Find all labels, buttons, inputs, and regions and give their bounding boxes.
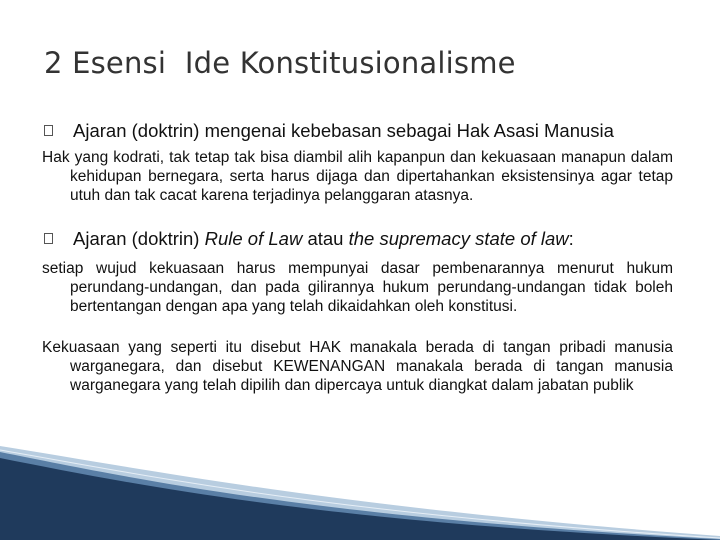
square-bullet-icon: [44, 233, 53, 244]
bullet-item-2: [44, 228, 574, 250]
rule-of-law-term: Rule of Law: [204, 228, 303, 249]
bullet-2-suffix: :: [568, 228, 574, 249]
bullet-text-2: [73, 228, 574, 250]
bullet-2-prefix: Ajaran (doktrin): [73, 228, 205, 249]
bullet-2-mid: atau: [302, 228, 349, 249]
paragraph-hak-kodrati: Hak yang kodrati, tak tetap tak bisa diambil alih kapanpun dan kekuasaan manapun dalam kehidupan bernegara, serta harus dijaga dan dipertahankan eksistensinya agar tetap utuh dan tak cacat karena terjadinya pelanggaran atasnya.: [42, 149, 673, 205]
bullet-text-1: Ajaran (doktrin) mengenai kebebasan sebagai Hak Asasi Manusia: [73, 120, 614, 141]
bullet-item-1: [44, 120, 614, 142]
footer-wave-decoration: [0, 440, 720, 540]
slide-title: 2 Esensi Ide Konstitusionalisme: [44, 46, 516, 80]
supremacy-term: the supremacy state of law: [348, 228, 569, 249]
square-bullet-icon: [44, 125, 53, 136]
paragraph-wujud-kekuasaan: setiap wujud kekuasaan harus mempunyai dasar pembenarannya menurut hukum perundang-undangan, dan pada gilirannya hukum perundang-undangan tidak boleh bertentangan dengan apa yang telah dikaidahkan oleh konstitusi.: [42, 260, 673, 316]
paragraph-kekuasaan-hak: Kekuasaan yang seperti itu disebut HAK manakala berada di tangan pribadi manusia warganegara, dan disebut KEWENANGAN manakala berada di tangan manusia warganegara yang telah dipilih dan dipercaya untuk diangkat dalam jabatan publik: [42, 339, 673, 395]
